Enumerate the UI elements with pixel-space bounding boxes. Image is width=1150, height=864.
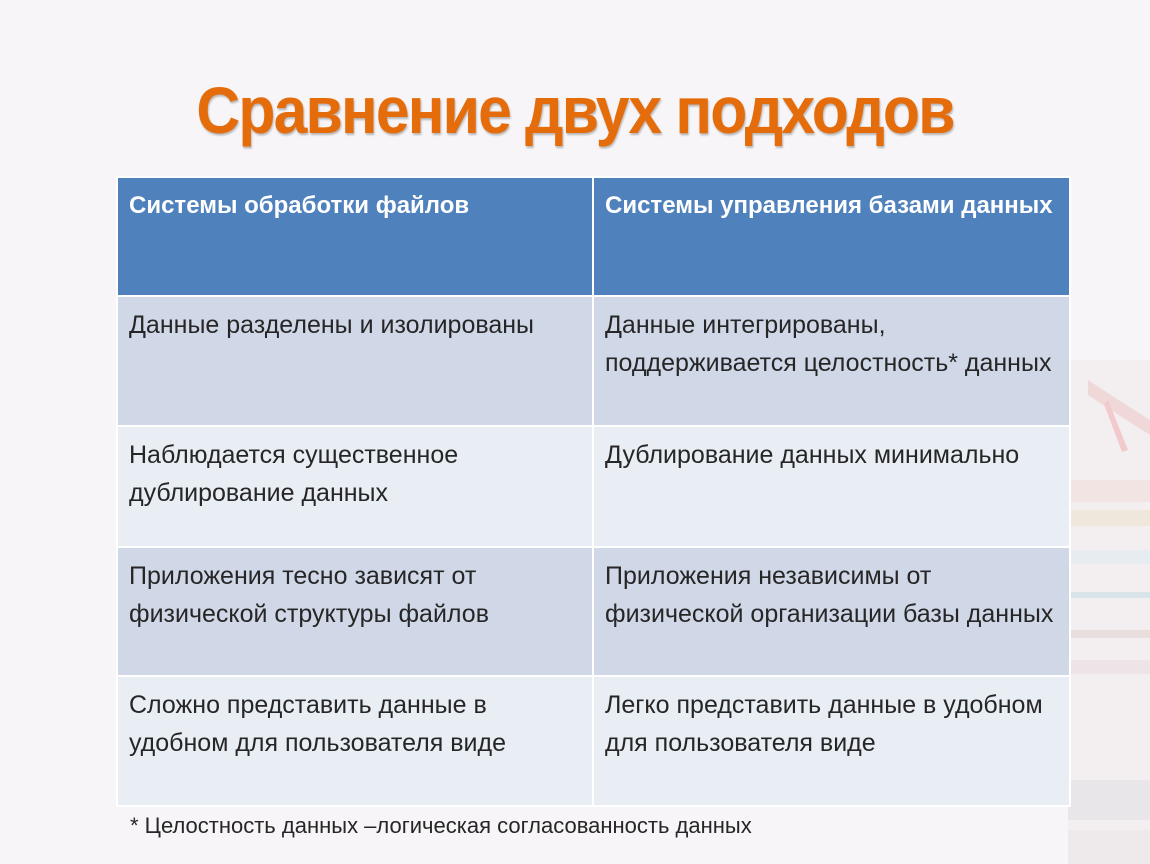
table-cell: Приложения тесно зависят от физической структуры файлов <box>117 547 593 676</box>
table-cell: Легко представить данные в удобном для пользователя виде <box>593 676 1070 806</box>
table-cell: Наблюдается существенное дублирование данных <box>117 426 593 547</box>
table-cell: Сложно представить данные в удобном для пользователя виде <box>117 676 593 806</box>
slide-title: Сравнение двух подходов <box>196 73 954 147</box>
comparison-table <box>116 176 1071 807</box>
table-cell: Дублирование данных минимально <box>593 426 1070 547</box>
table-cell: Данные разделены и изолированы <box>117 296 593 426</box>
header-dbms: Системы управления базами данных <box>593 177 1070 296</box>
footnote: * Целостность данных –логическая согласованность данных <box>130 813 752 838</box>
books-decoration <box>1068 360 1150 864</box>
table-row <box>117 676 1070 806</box>
table-header-row <box>117 177 1070 296</box>
table-row <box>117 426 1070 547</box>
table-cell: Данные интегрированы, поддерживается целостность* данных <box>593 296 1070 426</box>
header-file-systems: Системы обработки файлов <box>117 177 593 296</box>
table-cell: Приложения независимы от физической организации базы данных <box>593 547 1070 676</box>
table-row <box>117 547 1070 676</box>
table-row <box>117 296 1070 426</box>
